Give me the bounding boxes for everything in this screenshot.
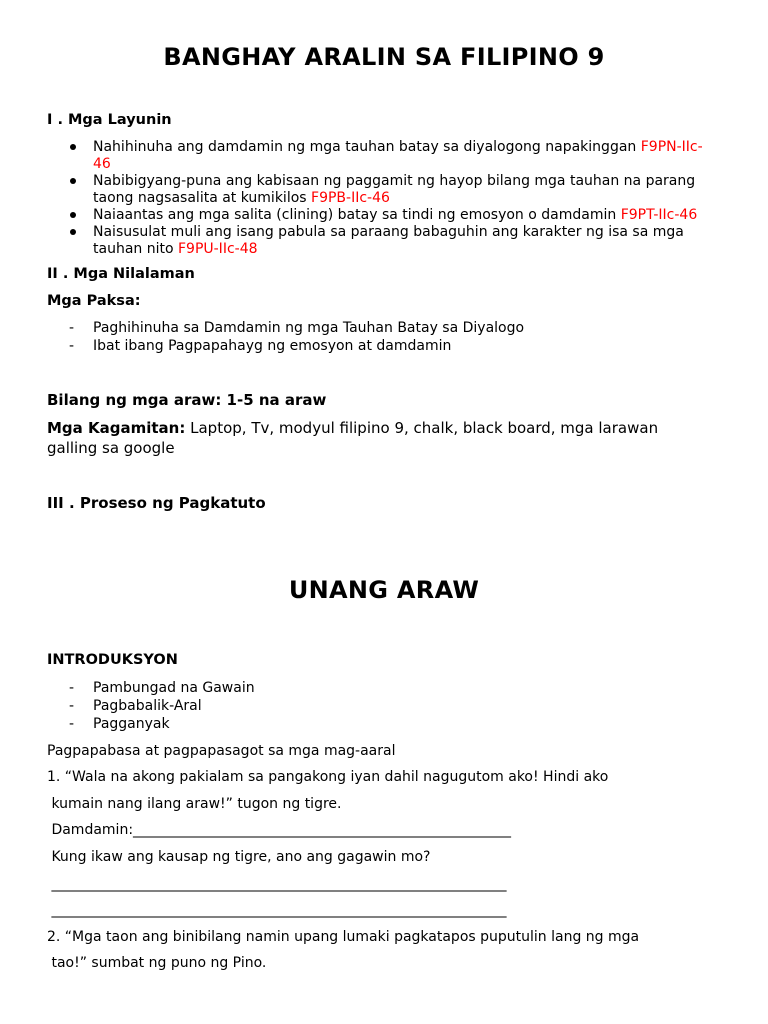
question-1-line-1: 1. “Wala na akong pakialam sa pangakong iyan dahil nagugutom ako! Hindi ako bbox=[47, 769, 609, 785]
paksa-list bbox=[47, 319, 727, 355]
question-1-ask: Kung ikaw ang kausap ng tigre, ano ang gagawin mo? bbox=[47, 849, 431, 865]
layunin-text: Nahihinuha ang damdamin ng mga tauhan batay sa diyalogong napakinggan bbox=[93, 139, 641, 155]
damdamin-blank: Damdamin:______________________________________________________ bbox=[47, 822, 512, 838]
kagamitan-text: Laptop, Tv, modyul filipino 9, chalk, black board, mga larawan galling sa google bbox=[47, 419, 659, 457]
kagamitan-label: Mga Kagamitan: bbox=[47, 419, 186, 437]
unang-araw-title: UNANG ARAW bbox=[288, 576, 480, 604]
introduksyon-item: - Pagganyak bbox=[47, 715, 727, 733]
competency-code: F9PT-IIc-46 bbox=[620, 207, 698, 223]
layunin-text: Naiaantas ang mga salita (clining) batay sa tindi ng emosyon o damdamin bbox=[93, 207, 621, 223]
competency-code: F9PU-IIc-48 bbox=[177, 241, 258, 257]
layunin-text: Nabibigyang-puna ang kabisaan ng paggamit ng hayop bilang mga tauhan na parang taong nagsasalita at kumikilos bbox=[93, 173, 696, 206]
layunin-item bbox=[47, 224, 727, 258]
question-2-line-2: tao!” sumbat ng puno ng Pino. bbox=[47, 955, 267, 971]
layunin-item bbox=[47, 139, 727, 173]
layunin-item bbox=[47, 173, 727, 207]
paksa-item: - Paghihinuha sa Damdamin ng mga Tauhan Batay sa Diyalogo bbox=[47, 319, 727, 337]
layunin-text: Naisusulat muli ang isang pabula sa paraang babaguhin ang karakter ng isa sa mga tauhan nito bbox=[93, 224, 684, 257]
proseso-heading: III . Proseso ng Pagkatuto bbox=[47, 494, 266, 512]
layunin-item bbox=[47, 207, 727, 224]
layunin-list bbox=[47, 139, 727, 258]
question-2-line-1: 2. “Mga taon ang binibilang namin upang lumaki pagkatapos puputulin lang ng mga bbox=[47, 929, 640, 945]
answer-blank-1: _________________________________________________________________ bbox=[47, 876, 507, 892]
introduksyon-item: - Pambungad na Gawain bbox=[47, 679, 727, 697]
introduksyon-list bbox=[47, 679, 727, 733]
competency-code: F9PN-IIc-46 bbox=[93, 139, 703, 172]
introduksyon-heading: INTRODUKSYON bbox=[47, 652, 178, 668]
introduksyon-item: - Pagbabalik-Aral bbox=[47, 697, 727, 715]
nilalaman-heading: II . Mga Nilalaman bbox=[47, 266, 195, 282]
pagpapabasa-text: Pagpapabasa at pagpapasagot sa mga mag-aaral bbox=[47, 743, 396, 759]
bilang-ng-araw: Bilang ng mga araw: 1-5 na araw bbox=[47, 391, 327, 409]
paksa-label: Mga Paksa: bbox=[47, 293, 141, 309]
answer-blank-2: _________________________________________________________________ bbox=[47, 902, 507, 918]
question-1-line-2: kumain nang ilang araw!” tugon ng tigre. bbox=[47, 796, 342, 812]
document-title: BANGHAY ARALIN SA FILIPINO 9 bbox=[163, 43, 605, 71]
competency-code: F9PB-IIc-46 bbox=[311, 190, 390, 206]
kagamitan bbox=[47, 418, 707, 458]
layunin-heading: I . Mga Layunin bbox=[47, 112, 172, 128]
paksa-item: - Ibat ibang Pagpapahayg ng emosyon at damdamin bbox=[47, 337, 727, 355]
